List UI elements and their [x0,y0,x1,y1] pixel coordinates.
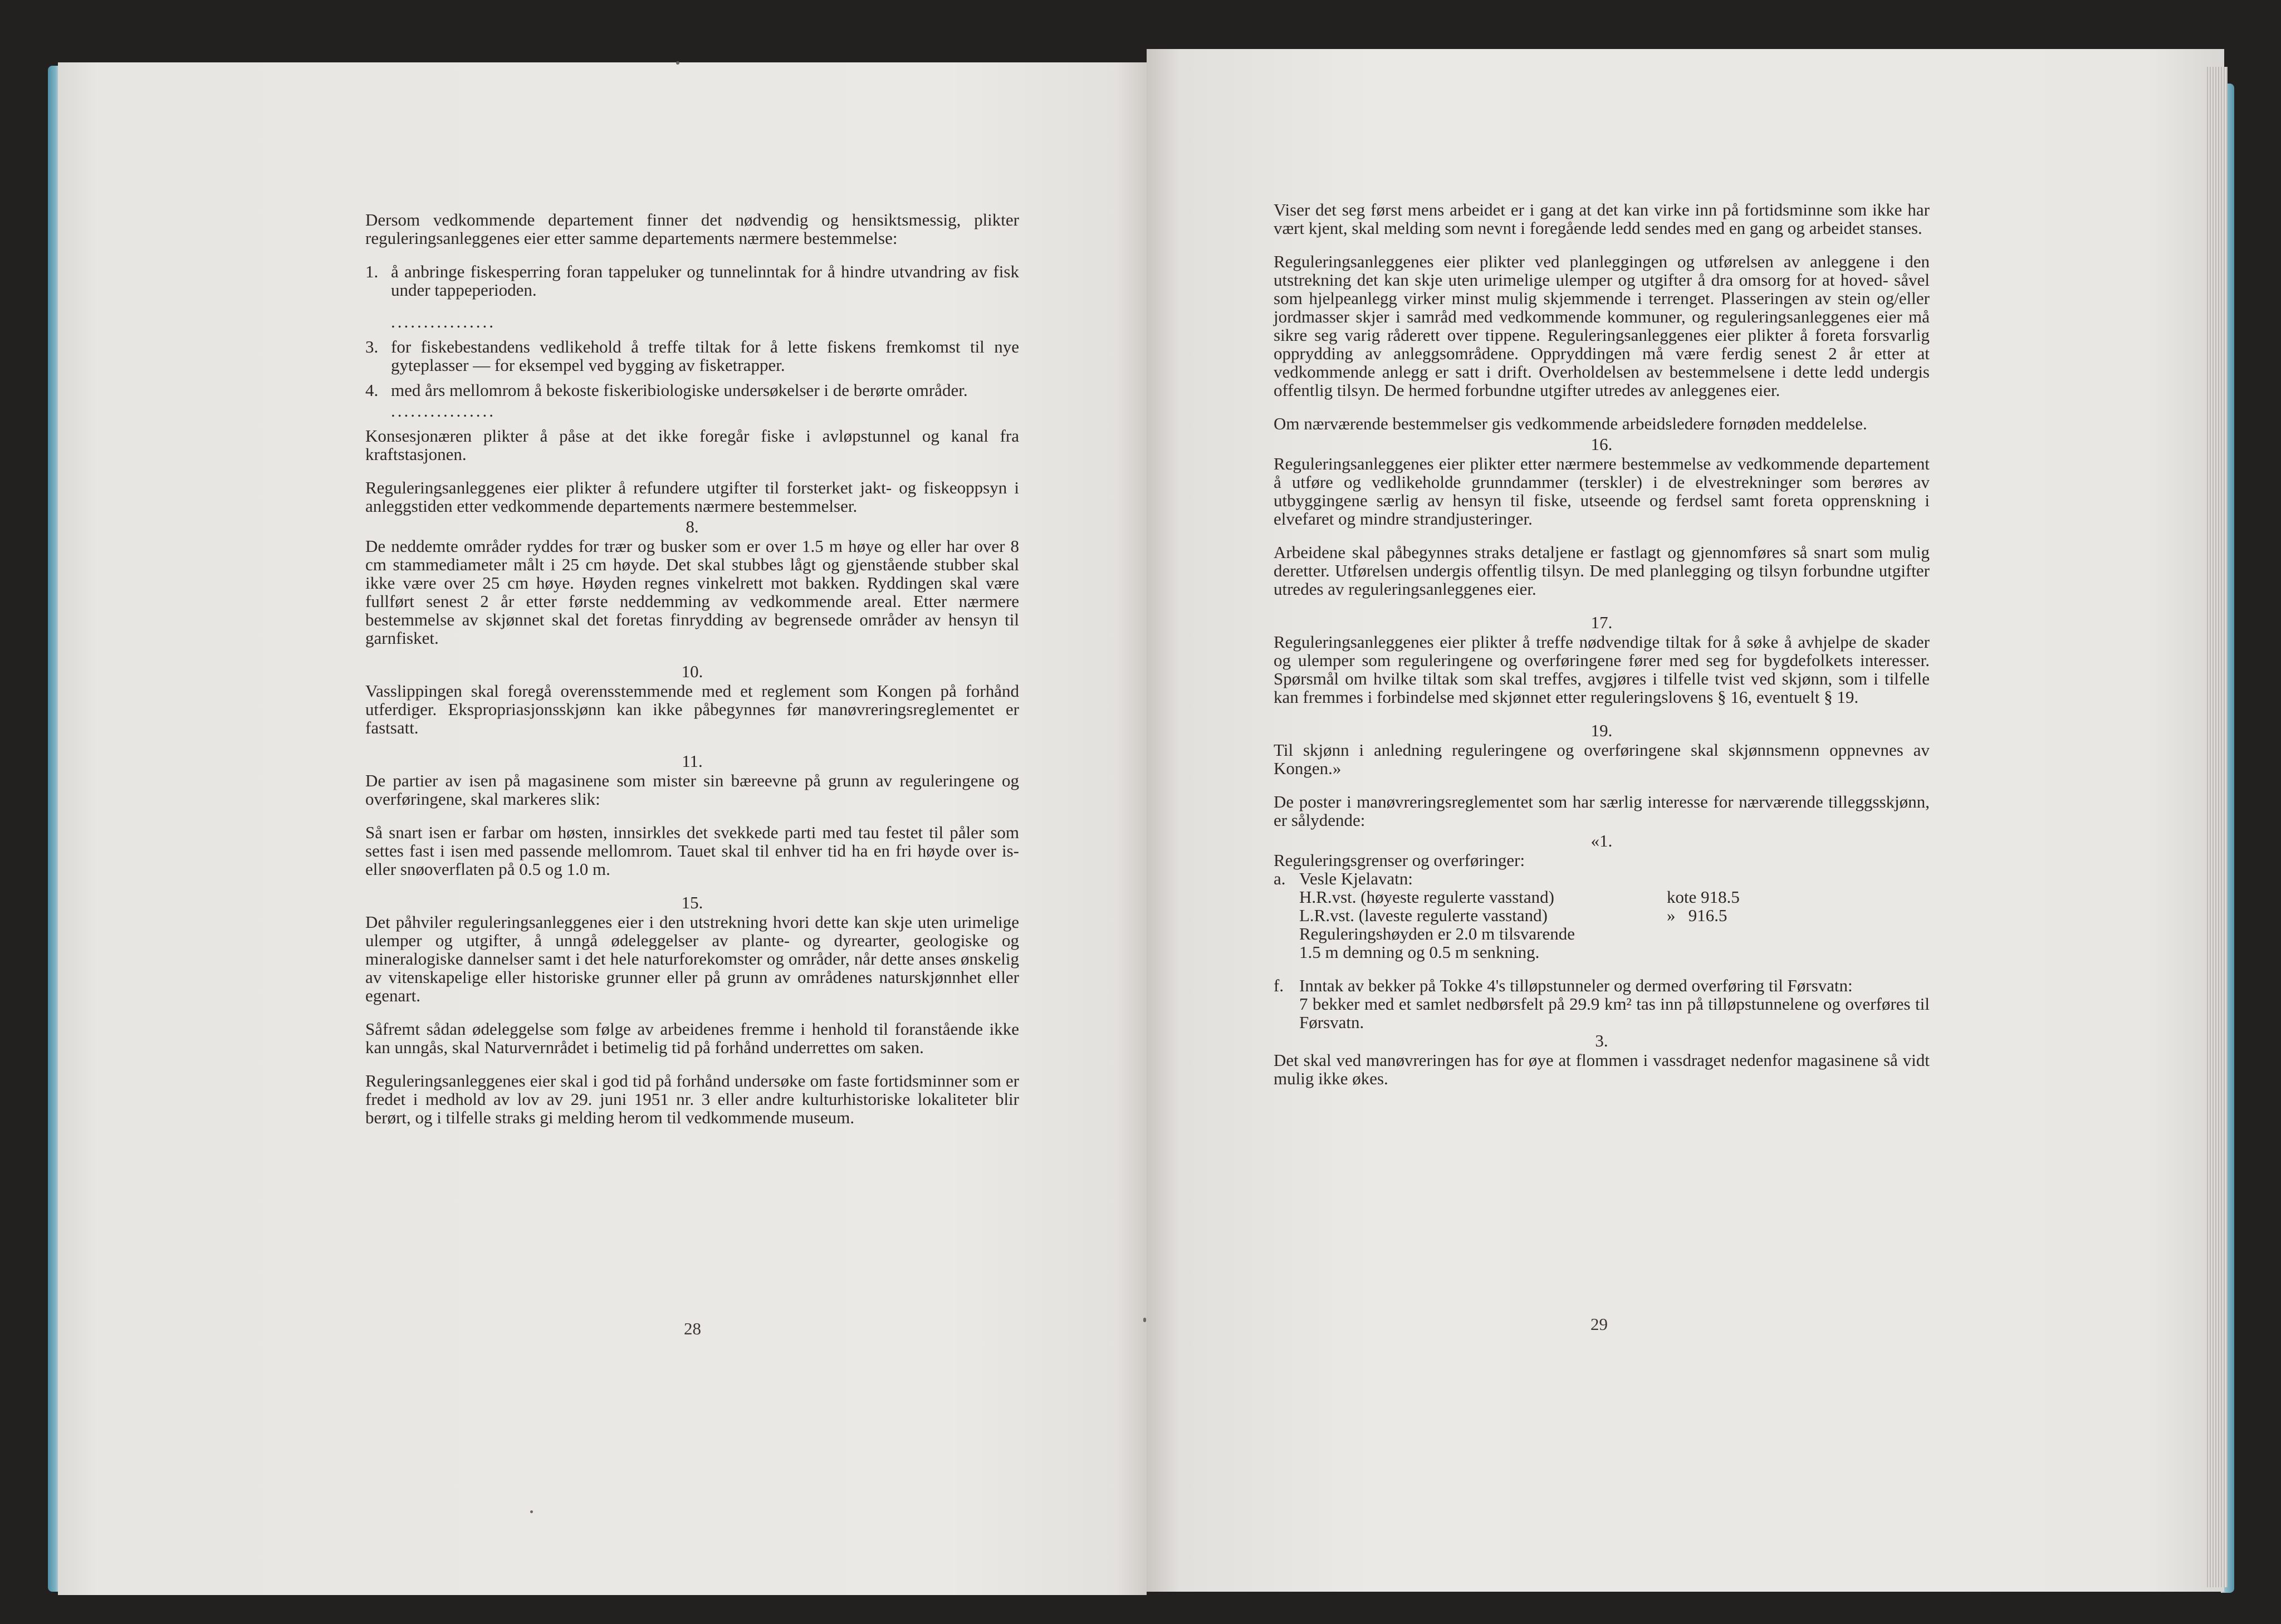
paragraph: Det skal ved manøvreringen has for øye at flommen i vassdraget nedenfor magasinene så vidt mulig ikke økes. [1274,1050,1930,1088]
section-number: 11. [682,751,703,771]
section-number: 8. [686,517,699,536]
lrvst-value: » 916.5 [1667,906,1727,925]
page-stack-edges [2205,67,2228,1587]
paragraph: Viser det seg først mens arbeidet er i gang at det kan virke inn på fortidsminne som ikke har vært kjent, skal melding som nevnt i foregående ledd sendes med en gang og arbeidet stanses. [1274,200,1930,238]
page-number: 29 [1590,1314,1608,1334]
paper-fleck [1143,1318,1146,1322]
ellipsis-dots: ................ [391,401,496,420]
hrvst-label: H.R.vst. (høyeste regulerte vasstand) [1299,887,1554,907]
paragraph: Reguleringsanleggenes eier plikter å refundere utgifter til forsterket jakt- og fiskeoppsyn i anleggstiden etter vedkommende departements nærmere bestemmelser. [365,478,1019,516]
reg-height-line: Reguleringshøyden er 2.0 m tilsvarende [1299,924,1575,943]
paragraph: Til skjønn i anledning reguleringene og overføringene skal skjønnsmenn oppnevnes av Kongen.» [1274,740,1930,778]
paragraph: Dersom vedkommende departement finner det nødvendig og hensiktsmessig, plikter reguleringsanleggenes eier etter samme departements nærmere bestemmelse: [365,210,1019,248]
list-text: å anbringe fiskesperring foran tappeluker og tunnelinntak for å hindre utvandring av fisk under tappeperioden. [391,262,1019,300]
list-item [1274,869,1930,888]
paper-fleck [530,1510,533,1513]
paragraph: Såfremt sådan ødeleggelse som følge av arbeidenes fremme i henhold til foranstående ikke kan unngås, skal Naturvernrådet i betimelig tid på forhånd underrettes om saken. [365,1019,1019,1057]
paper-fleck [676,61,679,65]
paragraph: Om nærværende bestemmelser gis vedkommende arbeidsledere fornøden meddelelse. [1274,414,1867,433]
list-text: 7 bekker med et samlet nedbørsfelt på 29.9 km² tas inn på tilløpstunnelene og overføres til Førsvatn. [1299,994,1930,1032]
reg-height-line: 1.5 m demning og 0.5 m senkning. [1299,942,1540,962]
list-title: Inntak av bekker på Tokke 4's tilløpstunneler og dermed overføring til Førsvatn: [1299,976,1853,995]
section-number: 3. [1595,1031,1608,1050]
paragraph: Konsesjonæren plikter å påse at det ikke foregår fiske i avløpstunnel og kanal fra kraftstasjonen. [365,426,1019,464]
right-page-text [1274,200,1930,1103]
list-title: Vesle Kjelavatn: [1299,869,1413,888]
section-number: 16. [1590,434,1613,454]
section-number: 10. [681,662,703,681]
paragraph: Reguleringsanleggenes eier skal i god tid på forhånd undersøke om faste fortidsminner som er fredet i medhold av lov av 29. juni 1951 nr. 3 eller andre kulturhistoriske lokaliteter blir berørt, og i tilfelle straks gi melding herom til vedkommende museum. [365,1071,1019,1127]
list-number: 1. [365,262,379,281]
list-text: for fiskebestandens vedlikehold å treffe tiltak for å lette fiskens fremkomst til nye gyteplasser — for eksempel ved bygging av fisketrapper. [391,337,1019,375]
lrvst-row [1299,906,1930,924]
paragraph: Reguleringsanleggenes eier plikter etter nærmere bestemmelse av vedkommende departement å utføre og vedlikeholde grunndammer (terskler) i de elvestrekninger som berøres av utbyggingene særlig av hensyn til fiske, utseende og ferdsel samt foreta opprenskning i elvefaret og mindre strandjusteringer. [1274,454,1930,529]
page-number: 28 [684,1319,701,1338]
list-number: f. [1274,976,1284,995]
paragraph: Vasslippingen skal foregå overensstemmende med et reglement som Kongen på forhånd utferdiger. Ekspropriasjonsskjønn kan ikke påbegynnes før manøvreringsreglementet er fastsatt. [365,681,1019,737]
lrvst-label: L.R.vst. (laveste regulerte vasstand) [1299,906,1548,925]
paragraph: Reguleringsanleggenes eier plikter ved planleggingen og utførelsen av anleggene i den utstrekning det kan skje uten urimelige ulemper og utgifter å dra omsorg for at hoved- såvel som hjelpeanlegg virker minst mulig skjemmende i terrenget. Plasseringen av stein og/eller jordmasser skjer i samråd med vedkommende kommuner, og reguleringsanleggenes eier må sikre seg varig råderett over tippene. Reguleringsanleggenes eier plikter å foreta forsvarlig opprydding av anleggsområdene. Oppryddingen må være ferdig senest 2 år etter at vedkommende anlegg er satt i drift. Overholdelsen av bestemmelsene i dette ledd undergis offentlig tilsyn. De hermed forbundne utgifter utredes av anleggenes eier. [1274,252,1930,400]
regulation-values [1299,888,1930,961]
list-number: 3. [365,337,379,356]
section-number: 19. [1590,721,1613,740]
quote-section-number: «1. [1590,831,1613,850]
list-item [365,337,1019,374]
left-page-text [365,211,1019,1142]
hrvst-row [1299,888,1930,906]
list-item [365,381,1019,399]
ellipsis-dots: ................ [391,312,496,331]
list-text: med års mellomrom å bekoste fiskeribiologiske undersøkelser i de berørte områder. [391,380,968,400]
paragraph: De partier av isen på magasinene som mister sin bæreevne på grunn av reguleringene og overføringene, skal markeres slik: [365,771,1019,809]
list-number: 4. [365,380,379,400]
paragraph: De neddemte områder ryddes for trær og busker som er over 1.5 m høye og eller har over 8 cm stammediameter målt i 25 cm høyde. Det skal stubbes lågt og gjenstående stubber skal ikke være over 25 cm høye. Høyden regnes vinkelrett mot bakken. Ryddingen skal være fullført senest 2 år etter første neddemming av vedkommende areal. Etter nærmere bestemmelse av skjønnet skal det foretas finrydding av begrensede områder av hensyn til garnfisket. [365,536,1019,648]
paragraph: Så snart isen er farbar om høsten, innsirkles det svekkede parti med tau festet til påler som settes fast i isen med passende mellomrom. Tauet skal til enhver tid ha en fri høyde over is- eller snøoverflaten på 0.5 og 1.0 m. [365,823,1019,879]
list-number: a. [1274,869,1286,888]
paragraph: Reguleringsanleggenes eier plikter å treffe nødvendige tiltak for å søke å avhjelpe de skader og ulemper som reguleringene og overføringene fører med seg for bygdefolkets interesser. Spørsmål om hvilke tiltak som skal treffes, avgjøres i tilfelle tvist ved skjønn, som i tilfelle kan fremmes i forbindelse med skjønnet etter reguleringslovens § 16, eventuelt § 19. [1274,632,1930,707]
list-item [365,262,1019,299]
list-item [1274,976,1930,995]
paragraph: De poster i manøvreringsreglementet som har særlig interesse for nærværende tilleggsskjønn, er sålydende: [1274,792,1930,830]
paragraph: Arbeidene skal påbegynnes straks detaljene er fastlagt og gjennomføres så snart som mulig deretter. Utførelsen undergis offentlig tilsyn. De med planlegging og tilsyn forbundne utgifter utredes av reguleringsanleggenes eier. [1274,542,1930,599]
section-number: 15. [681,893,703,912]
hrvst-value: kote 918.5 [1667,887,1740,907]
subheading: Reguleringsgrenser og overføringer: [1274,850,1525,870]
paragraph: Det påhviler reguleringsanleggenes eier i den utstrekning hvori dette kan skje uten urimelige ulemper og utgifter, å unngå ødeleggelser av plante- og dyrearter, geologiske og mineralogiske dannelser samt i det hele naturforekomster og områder, når dette anses ønskelig av vitenskapelige eller historiske grunner eller på grunn av områdenes naturskjønnhet eller egenart. [365,912,1019,1005]
section-number: 17. [1590,613,1613,632]
